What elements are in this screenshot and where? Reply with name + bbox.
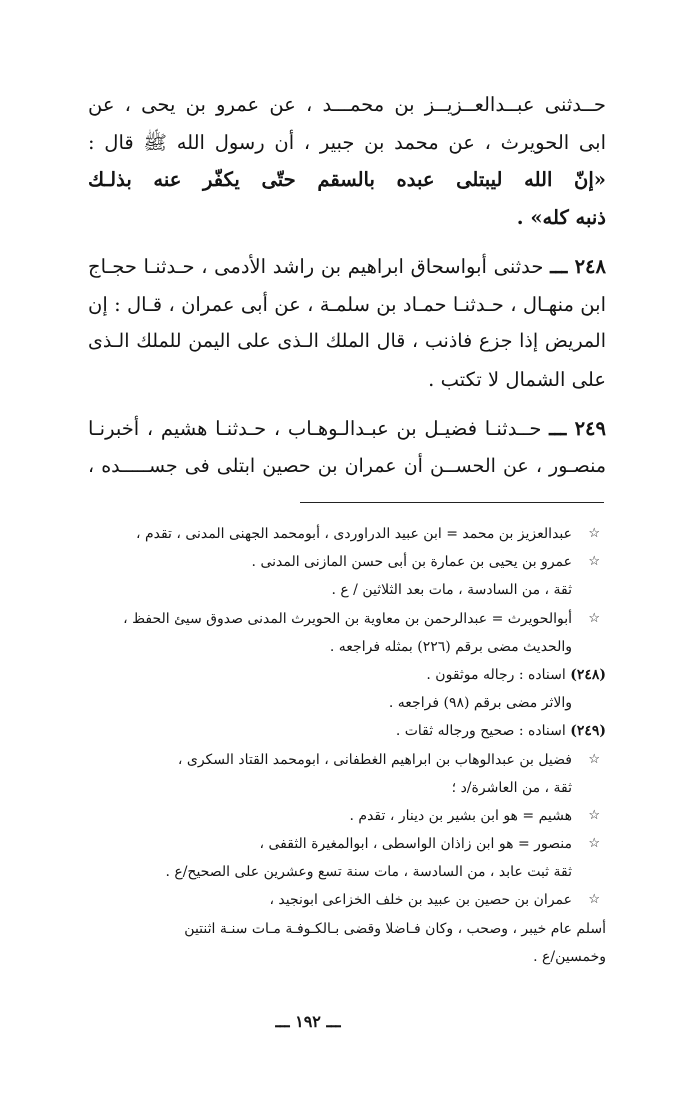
footnote-text: ثقة ، من العاشرة/د ؛ bbox=[451, 779, 572, 796]
footnote-continuation bbox=[82, 689, 606, 717]
footnote-text: اسناده : رجاله موثقون . bbox=[426, 666, 566, 683]
footnote-item bbox=[82, 520, 606, 548]
footnote-text: عمرو بن يحيى بن عمارة بن أبى حسن المازنى المدنى . bbox=[251, 554, 572, 571]
text-line: حدثنى أبواسحاق ابراهيم بن راشد الأدمى ، حـدثنـا حجـاج bbox=[88, 255, 544, 278]
prophetic-quote-line: ذنبه كله» . bbox=[516, 205, 606, 229]
footnote-item bbox=[82, 605, 606, 633]
text-line: ابى الحويرث ، عن محمد بن جبير ، أن رسول الله ﷺ قال : bbox=[88, 130, 606, 154]
hadith-249-first-line bbox=[88, 410, 606, 448]
footnote-text: أسلم عام خيبر ، وصحب ، وكان فـاضلا وقضى بـالكـوفـة مـات سنـة اثنتين bbox=[184, 920, 606, 937]
page-number: ـــ ١٩٢ ـــ bbox=[275, 1012, 341, 1031]
text-line: حــدثنـا فضيـل بن عبـدالـوهـاب ، حـدثنـا هشيم ، أخبرنـا bbox=[88, 417, 542, 440]
hadith-number: ٢٤٩ ـــ bbox=[549, 417, 606, 440]
footnote-text: منصور = هو ابن زاذان الواسطى ، ابوالمغيرة الثقفى ، bbox=[259, 836, 572, 853]
footnote-text: عبدالعزيز بن محمد = ابن عبيد الدراوردى ، أبومحمد الجهنى المدنى ، تقدم ، bbox=[135, 526, 572, 542]
footnote-hadith-248 bbox=[82, 661, 606, 689]
footnote-text: اسناده : صحيح ورجاله ثقات . bbox=[395, 723, 566, 740]
star-icon: ☆ bbox=[588, 836, 600, 852]
footnote-text: ثقة ، من السادسة ، مات بعد الثلاثين / ع . bbox=[331, 582, 572, 599]
footnote-hadith-249 bbox=[82, 717, 606, 745]
footnote-text: والاثر مضى برقم (٩٨) فراجعه . bbox=[388, 695, 572, 712]
footnote-text: هشيم = هو ابن بشير بن دينار ، تقدم . bbox=[349, 807, 572, 824]
footnote-item bbox=[82, 548, 606, 576]
footnote-text: عمران بن حصين بن عبيد بن خلف الخزاعى ابونجيد ، bbox=[269, 892, 572, 909]
text-line: منصـور ، عن الحســن أن عمران بن حصين ابتلى فى جســـــده ، bbox=[88, 454, 606, 477]
footnote-text: ثقة ثبت عابد ، من السادسة ، مات سنة تسع وعشرين على الصحيح/ع . bbox=[165, 864, 572, 881]
star-icon: ☆ bbox=[588, 892, 600, 908]
hadith-main-text bbox=[88, 86, 606, 485]
footnotes bbox=[82, 520, 606, 971]
text-line: على الشمال لا تكتب . bbox=[428, 367, 606, 391]
star-icon: ☆ bbox=[588, 610, 600, 626]
footnote-item bbox=[82, 746, 606, 774]
footnote-text: فضيل بن عبدالوهاب بن ابراهيم الغطفانى ، ابومحمد القتاد السكرى ، bbox=[177, 751, 572, 768]
footnote-item bbox=[82, 830, 606, 858]
footnote-continuation bbox=[82, 633, 606, 661]
star-icon: ☆ bbox=[588, 554, 600, 570]
footnote-text: أبوالحويرث = عبدالرحمن بن معاوية بن الحويرث المدنى صدوق سيئ الحفظ ، bbox=[123, 610, 572, 627]
footnote-continuation bbox=[82, 576, 606, 604]
footnote-text: وخمسين/ع . bbox=[533, 948, 606, 965]
footnote-item bbox=[82, 886, 606, 914]
text-line: المريض إذا جزع فاذنب ، قال الملك الـذى على اليمن للملك الـذى bbox=[88, 330, 606, 352]
footnote-continuation bbox=[82, 915, 606, 943]
footnote-item bbox=[82, 802, 606, 830]
footnote-divider bbox=[300, 502, 604, 503]
text-line: حــدثنى عبــدالعــزيــز بن محمـــد ، عن عمرو بن يحى ، عن bbox=[88, 93, 606, 116]
star-icon: ☆ bbox=[588, 751, 600, 767]
hadith-248-first-line bbox=[88, 248, 606, 286]
footnote-text: والحديث مضى برقم (٢٢٦) بمثله فراجعه . bbox=[329, 638, 572, 655]
hadith-number: ٢٤٨ ـــ bbox=[550, 255, 606, 278]
footnote-continuation bbox=[82, 774, 606, 802]
prophetic-quote-line: «إنّ الله ليبتلى عبده بالسقم حتّى يكفّر عنه بذلـك bbox=[88, 168, 606, 191]
footnote-number: (٢٤٩) bbox=[570, 723, 606, 740]
star-icon: ☆ bbox=[588, 526, 600, 541]
footnote-continuation bbox=[82, 943, 606, 971]
star-icon: ☆ bbox=[588, 807, 600, 823]
footnote-number: (٢٤٨) bbox=[570, 666, 606, 683]
text-line: ابن منهـال ، حـدثنـا حمـاد بن سلمـة ، عن أبى عمران ، قـال : إن bbox=[88, 292, 606, 316]
footnote-continuation bbox=[82, 858, 606, 886]
